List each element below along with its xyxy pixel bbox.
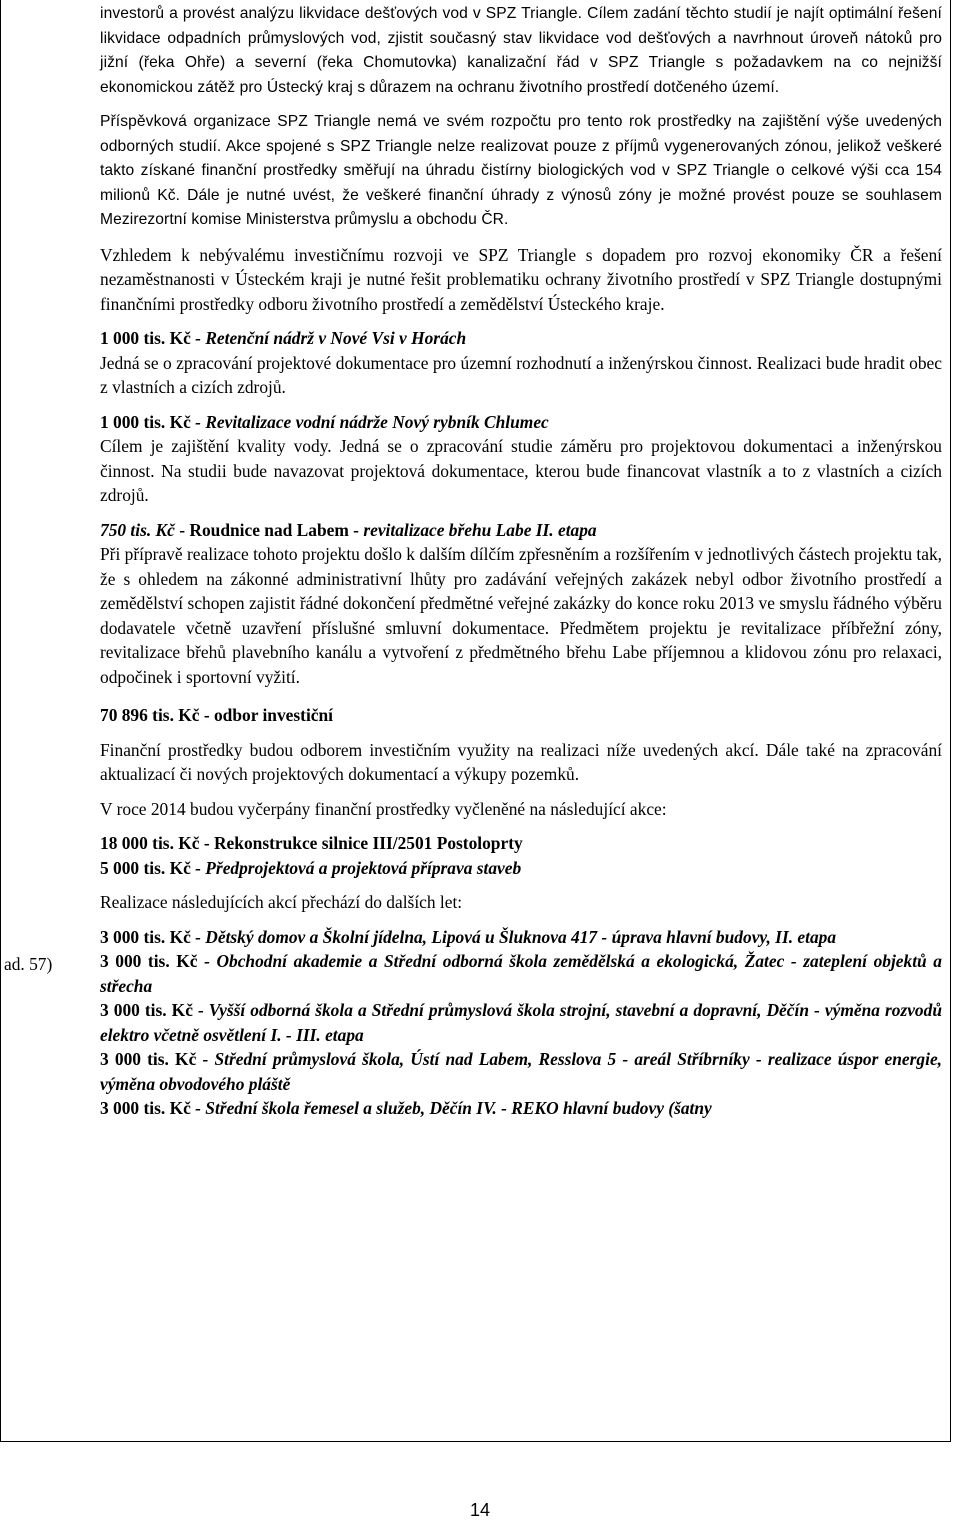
ad57-heading: 70 896 tis. Kč - odbor investiční <box>100 705 334 725</box>
action-sps-usti: 3 000 tis. Kč - Střední průmyslová škola, Ústí nad Labem, Resslova 5 - areál Stříbrníky - realizace úspor energie, výměna obvodového pláště <box>100 1049 943 1094</box>
ad57-paragraph-2: V roce 2014 budou vyčerpány finanční prostředky vyčleněné na následující akce: <box>100 798 667 819</box>
item-text-retention: Jedná se o zpracování projektové dokumentace pro územní rozhodnutí a inženýrskou činnost. Realizaci bude hradit obec z vlastních a cizích zdrojů. <box>100 352 942 397</box>
lead-paragraph: investorů a provést analýzu likvidace dešťových vod v SPZ Triangle. Cílem zadání těchto studií je najít optimální řešení likvidace odpadních průmyslových vod, zjistit současný stav likvidace vod dešťových a navrhnout úroveň nátoků pro jižní (řeka Ohře) a severní (řeka Chomutovka) kanalizační řád v SPZ Triangle s požadavkem na co nejnižší ekonomickou zátěž pro Ústecký kraj s důrazem na ochranu životního prostředí dotčeného území. <box>100 5 942 96</box>
item-heading-retention: 1 000 tis. Kč - Retenční nádrž v Nové Vsi v Horách <box>100 328 467 348</box>
action-ss-remesel: 3 000 tis. Kč - Střední škola řemesel a služeb, Děčín IV. - REKO hlavní budovy (šatny <box>100 1098 712 1118</box>
item-heading-roudnice: 750 tis. Kč - Roudnice nad Labem - revitalizace břehu Labe II. etapa <box>100 519 597 540</box>
action-vos-decin: 3 000 tis. Kč - Vyšší odborná škola a Střední průmyslová škola strojní, stavební a dopravní, Děčín - výměna rozvodů elektro včetně osvětlení I. - III. etapa <box>100 1000 942 1045</box>
section-label-ad57: ad. 57) <box>4 954 53 974</box>
paragraph-investment: Vzhledem k nebývalému investičnímu rozvoji ve SPZ Triangle s dopadem pro rozvoj ekonomiky ČR a řešení nezaměstnanosti v Ústeckém kraji je nutné řešit problematiku ochrany životního prostředí v SPZ Triangle dostupnými finančními prostředky odboru životního prostředí a zemědělství Ústeckého kraje. <box>100 244 942 314</box>
page-number: 14 <box>469 1500 491 1520</box>
paragraph-funding: Příspěvková organizace SPZ Triangle nemá ve svém rozpočtu pro tento rok prostředky na zajištění výše uvedených odborných studií. Akce spojené s SPZ Triangle nelze realizovat pouze z příjmů vygenerovaných zónou, jelikož veškeré takto získané finanční prostředky směřují na úhradu čistírny biologických vod v SPZ Triangle o celkové výši cca 154 milionů Kč. Dále je nutné uvést, že veškeré finanční úhrady z výnosů zóny je možné provést pouze se souhlasem Mezirezortní komise Ministerstva průmyslu a obchodu ČR. <box>100 113 942 228</box>
ad57-paragraph-3: Realizace následujících akcí přechází do dalších let: <box>100 892 463 912</box>
action-detsky-domov: 3 000 tis. Kč - Dětský domov a Školní jídelna, Lipová u Šluknova 417 - úprava hlavní budovy, II. etapa <box>100 926 837 947</box>
ad57-paragraph-1: Finanční prostředky budou odborem investičním využity na realizaci níže uvedených akcí. Dále také na zpracování aktualizací či nových projektových dokumentací a výkupy pozemků. <box>100 739 942 784</box>
document-body <box>100 2 942 1121</box>
action-rekonstrukce: 18 000 tis. Kč - Rekonstrukce silnice III/2501 Postoloprty <box>100 833 523 853</box>
item-text-roudnice: Při přípravě realizace tohoto projektu došlo k dalším dílčím zpřesněním a rozšířením v jednotlivých částech projektu tak, že s ohledem na zákonné administrativní lhůty pro zadávání veřejných zakázek nebyl odbor životního prostředí a zemědělství schopen zajistit řádné dokončení předmětné veřejné zakázky do konce roku 2013 ve smyslu řádného výběru dodavatele včetně uzavření příslušné smluvní dokumentace. Předmětem projektu je revitalizace příbřežní zóny, revitalizace břehů plavebního kanálu a vytvoření z předmětného břehu Labe příjemnou a klidovou zónu pro relaxaci, odpočinek i sportovní vyžití. <box>100 544 942 687</box>
action-predprojektova: 5 000 tis. Kč - Předprojektová a projektová příprava staveb <box>100 857 522 878</box>
item-text-chlumec: Cílem je zajištění kvality vody. Jedná se o zpracování studie záměru pro projektovou dokumentaci a inženýrskou činnost. Na studii bude navazovat projektová dokumentace, kterou bude financovat vlastník a to z vlastních a cizích zdrojů. <box>100 436 942 505</box>
action-obchodni-akademie: 3 000 tis. Kč - Obchodní akademie a Střední odborná škola zemědělská a ekologická, Žatec - zateplení objektů a střecha <box>100 951 942 996</box>
item-heading-chlumec: 1 000 tis. Kč - Revitalizace vodní nádrže Nový rybník Chlumec <box>100 411 549 432</box>
